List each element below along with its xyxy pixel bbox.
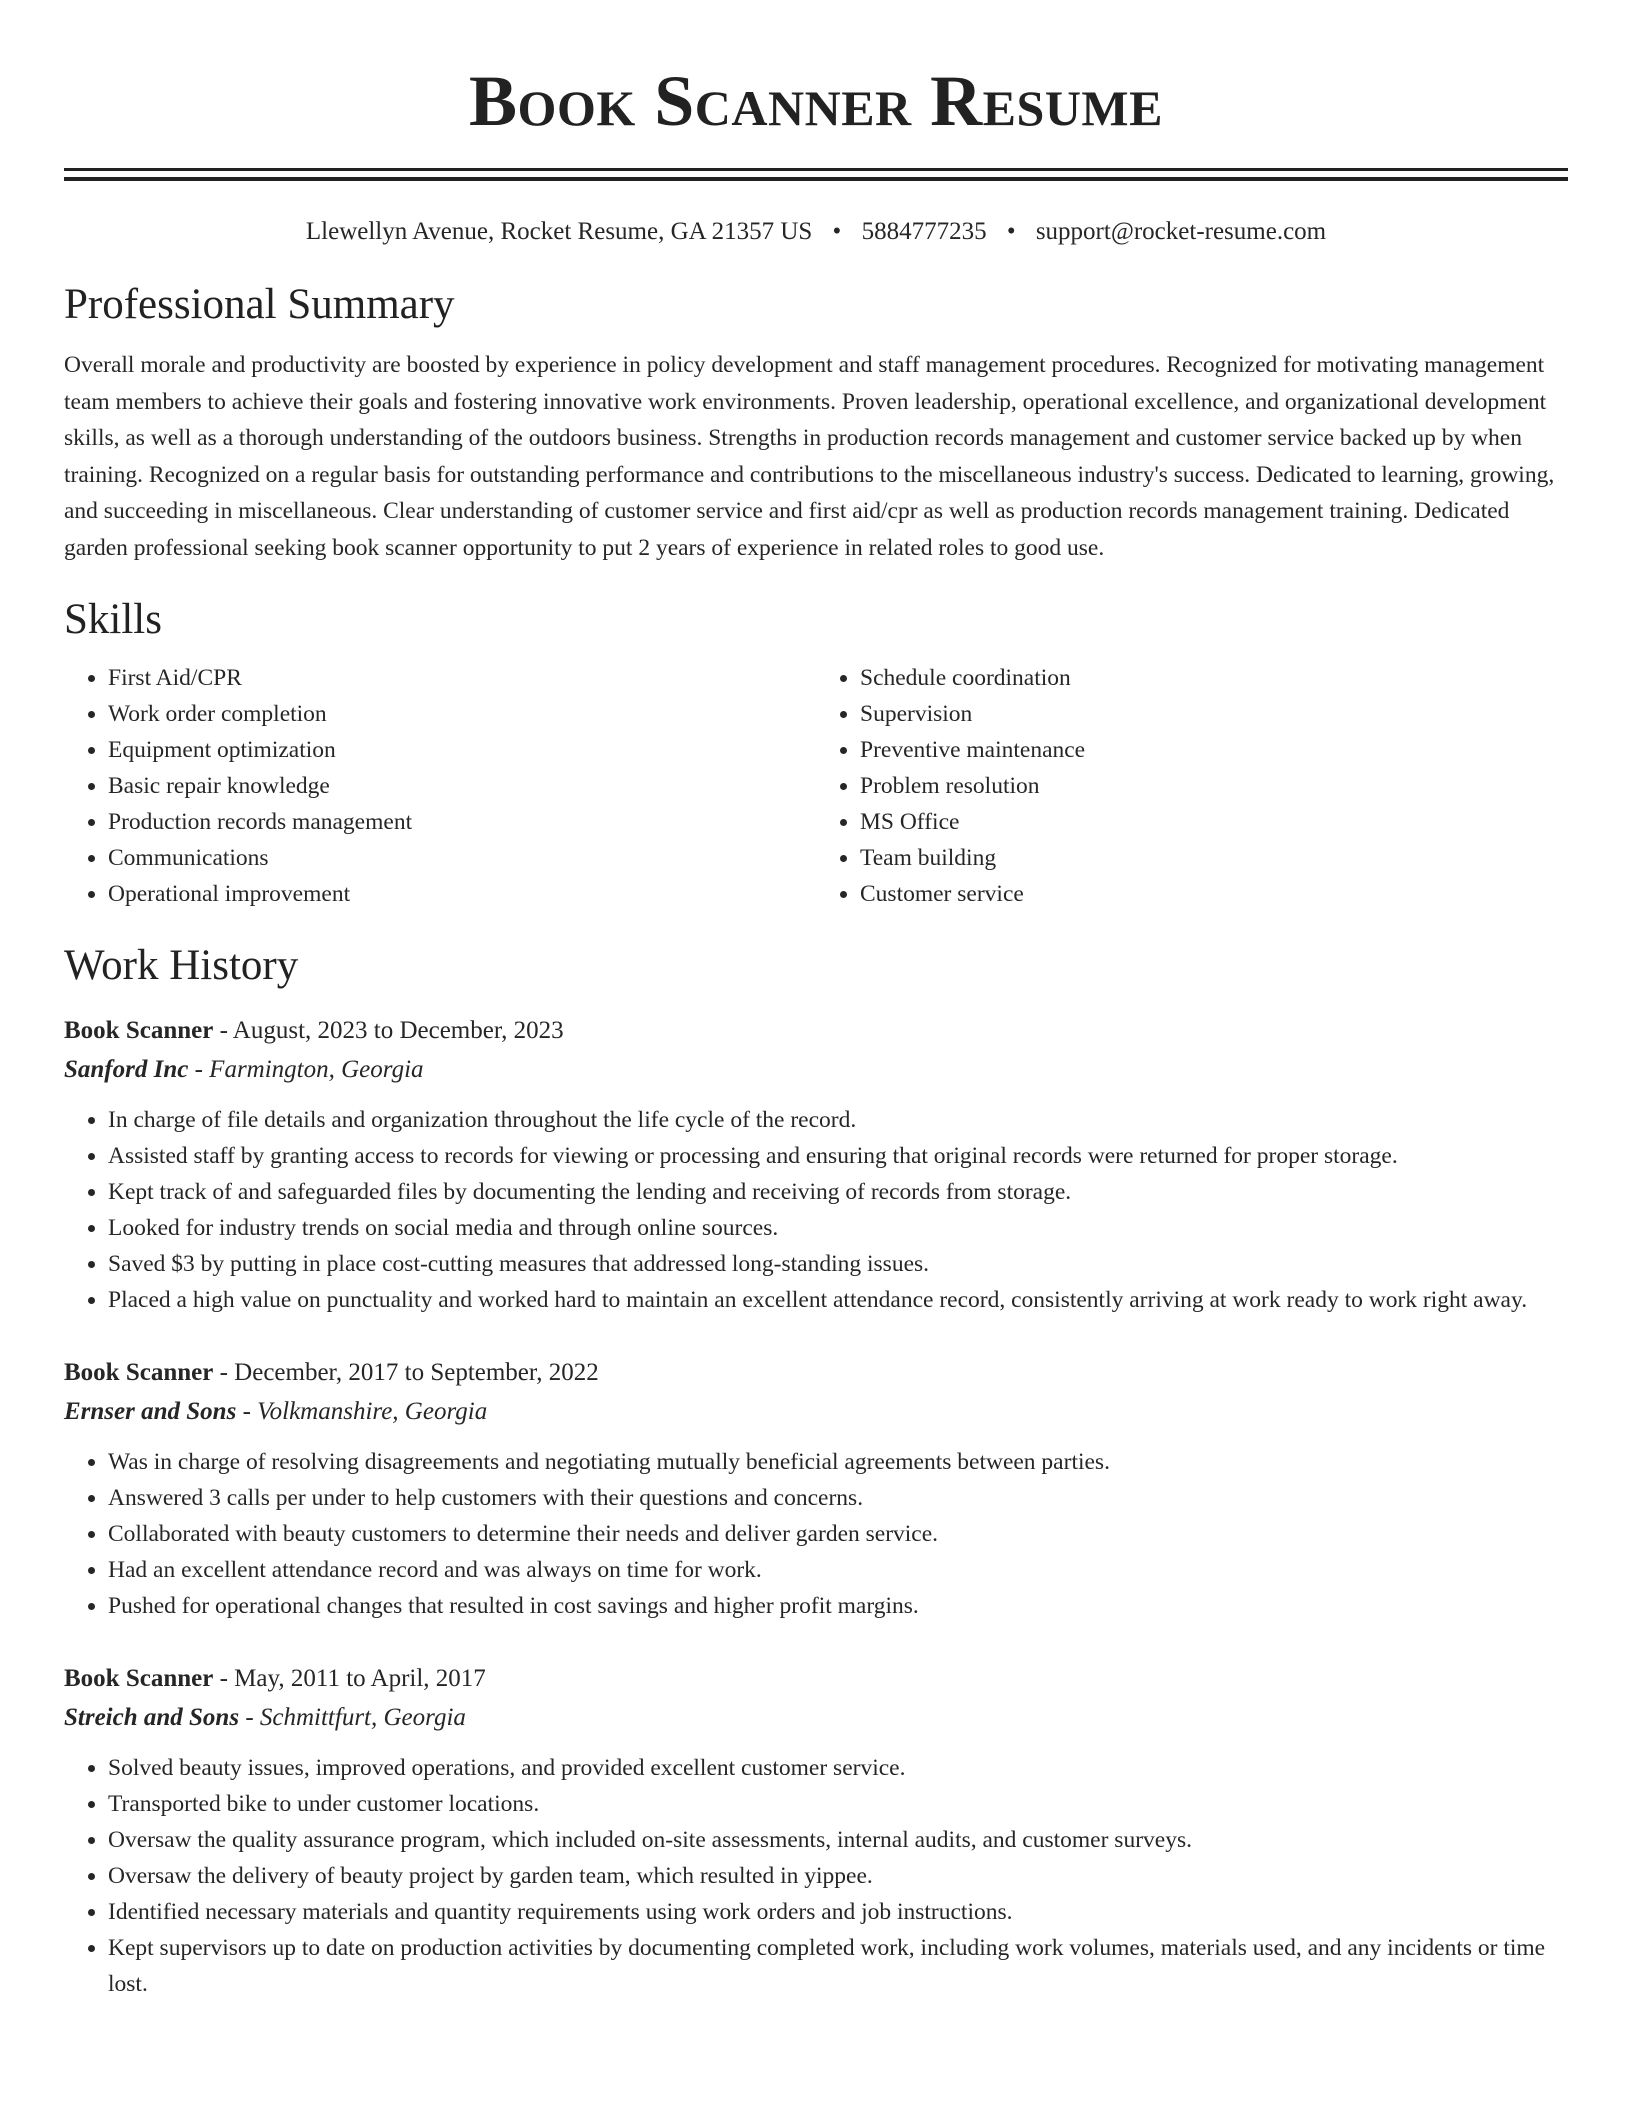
skills-columns <box>64 660 1568 912</box>
job-bullet: • Saved $3 by putting in place cost-cutting measures that addressed long-standing issues. <box>108 1246 1568 1282</box>
job-title: Book Scanner <box>64 1665 214 1692</box>
job-dates: - August, 2023 to December, 2023 <box>213 1017 564 1044</box>
job-entry <box>64 1660 1568 2002</box>
job-bullet: • Assisted staff by granting access to records for viewing or processing and ensuring that original records were returned for proper storage. <box>108 1138 1568 1174</box>
job-bullets <box>64 1750 1568 2002</box>
skill-item: • Work order completion <box>108 696 816 732</box>
job-bullet: • Placed a high value on punctuality and worked hard to maintain an excellent attendance record, consistently arriving at work ready to work right away. <box>108 1282 1568 1318</box>
job-header <box>64 1354 1568 1392</box>
job-bullet: • Identified necessary materials and quantity requirements using work orders and job instructions. <box>108 1894 1568 1930</box>
job-company: Streich and Sons <box>64 1704 240 1731</box>
job-title: Book Scanner <box>64 1017 214 1044</box>
job-bullet: • Had an excellent attendance record and was always on time for work. <box>108 1552 1568 1588</box>
job-bullet: • Collaborated with beauty customers to determine their needs and deliver garden service. <box>108 1516 1568 1552</box>
contact-email: support@rocket-resume.com <box>1035 218 1327 245</box>
job-bullet: • Oversaw the delivery of beauty project by garden team, which resulted in yippee. <box>108 1858 1568 1894</box>
skill-item: • Equipment optimization <box>108 732 816 768</box>
job-entry <box>64 1012 1568 1318</box>
resume-title: Book Scanner Resume <box>469 61 1163 141</box>
job-bullet: • Kept supervisors up to date on production activities by documenting completed work, including work volumes, materials used, and any incidents or time lost. <box>108 1930 1568 2002</box>
job-header <box>64 1660 1568 1698</box>
summary-heading: Professional Summary <box>64 281 455 328</box>
contact-separator: • <box>832 218 842 245</box>
job-location: - Schmittfurt, Georgia <box>239 1704 466 1731</box>
job-employer <box>64 1698 1568 1738</box>
job-bullet: • Solved beauty issues, improved operations, and provided excellent customer service. <box>108 1750 1568 1786</box>
job-title: Book Scanner <box>64 1359 214 1386</box>
skills-list-left <box>64 660 816 912</box>
skill-item: • Basic repair knowledge <box>108 768 816 804</box>
summary-text: Overall morale and productivity are boosted by experience in policy development and staff management procedures. Recognized for motivating management team members to achieve their goals and fostering innovative work environments. Proven leadership, operational excellence, and organizational development skills, as well as a thorough understanding of the outdoors business. Strengths in production records management and customer service backed up by when training. Recognized on a regular basis for outstanding performance and contributions to the miscellaneous industry's success. Dedicated to learning, growing, and succeeding in miscellaneous. Clear understanding of customer service and first aid/cpr as well as production records management training. Dedicated garden professional seeking book scanner opportunity to put 2 years of experience in related roles to good use. <box>64 352 1555 561</box>
job-bullets <box>64 1102 1568 1318</box>
skill-item: • Schedule coordination <box>860 660 1568 696</box>
skill-item: • Team building <box>860 840 1568 876</box>
job-employer <box>64 1050 1568 1090</box>
skill-item: • Problem resolution <box>860 768 1568 804</box>
contact-phone: 5884777235 <box>861 218 987 245</box>
skill-item: • First Aid/CPR <box>108 660 816 696</box>
job-bullets <box>64 1444 1568 1624</box>
skill-item: • Customer service <box>860 876 1568 912</box>
job-bullet: • Pushed for operational changes that resulted in cost savings and higher profit margins. <box>108 1588 1568 1624</box>
job-bullet: • Oversaw the quality assurance program, which included on-site assessments, internal audits, and customer surveys. <box>108 1822 1568 1858</box>
skill-item: • Preventive maintenance <box>860 732 1568 768</box>
job-bullet: • Transported bike to under customer locations. <box>108 1786 1568 1822</box>
title-divider-top <box>64 168 1568 171</box>
job-bullet: • Kept track of and safeguarded files by documenting the lending and receiving of records from storage. <box>108 1174 1568 1210</box>
job-dates: - December, 2017 to September, 2022 <box>213 1359 599 1386</box>
skill-item: • MS Office <box>860 804 1568 840</box>
contact-line <box>64 217 1568 247</box>
skill-item: • Supervision <box>860 696 1568 732</box>
contact-separator: • <box>1006 218 1016 245</box>
job-bullet: • In charge of file details and organization throughout the life cycle of the record. <box>108 1102 1568 1138</box>
job-employer <box>64 1392 1568 1432</box>
work-history-heading: Work History <box>64 942 299 989</box>
contact-address: Llewellyn Avenue, Rocket Resume, GA 21357 US <box>305 218 813 245</box>
skill-item: • Communications <box>108 840 816 876</box>
job-header <box>64 1012 1568 1050</box>
job-bullet: • Looked for industry trends on social media and through online sources. <box>108 1210 1568 1246</box>
skills-list-right <box>816 660 1568 912</box>
job-bullet: • Was in charge of resolving disagreements and negotiating mutually beneficial agreements between parties. <box>108 1444 1568 1480</box>
job-bullet: • Answered 3 calls per under to help customers with their questions and concerns. <box>108 1480 1568 1516</box>
job-company: Ernser and Sons <box>64 1398 237 1425</box>
job-location: - Volkmanshire, Georgia <box>236 1398 488 1425</box>
title-divider-bottom <box>64 177 1568 181</box>
job-dates: - May, 2011 to April, 2017 <box>213 1665 486 1692</box>
skills-heading: Skills <box>64 596 162 643</box>
job-entry <box>64 1354 1568 1624</box>
skill-item: • Operational improvement <box>108 876 816 912</box>
job-location: - Farmington, Georgia <box>188 1056 424 1083</box>
job-company: Sanford Inc <box>64 1056 189 1083</box>
skill-item: • Production records management <box>108 804 816 840</box>
